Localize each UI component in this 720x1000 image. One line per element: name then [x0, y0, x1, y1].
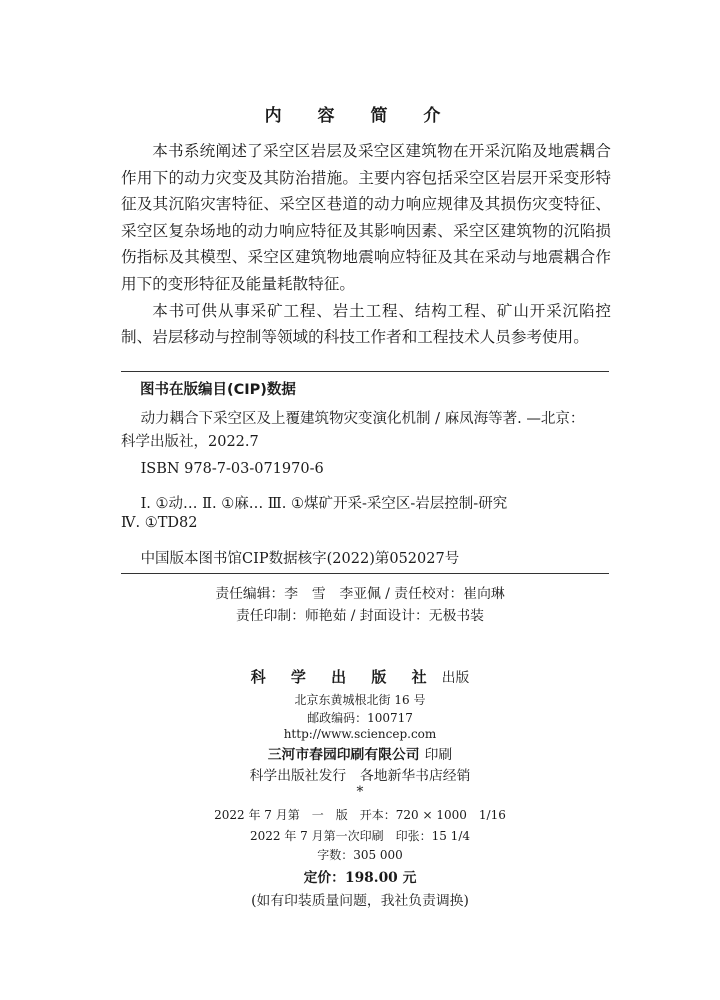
page-title: 内 容 简 介 — [264, 106, 456, 126]
editorial-staff-line-2: 责任印制：师艳茹 / 封面设计：无极书装 — [236, 608, 484, 624]
price: 定价：198.00 元 — [303, 870, 417, 886]
intro-paragraph-2: 本书可供从事采矿工程、岩土工程、结构工程、矿山开采沉陷控制、岩层移动与控制等领域的科技工作者和工程技术人员参考使用。 — [121, 301, 611, 347]
word-count: 字数：305 000 — [317, 848, 403, 862]
editorial-staff-line-1: 责任编辑：李 雪 李亚佩 / 责任校对：崔向琳 — [215, 586, 505, 602]
publisher-website: http://www.sciencep.com — [283, 727, 437, 741]
distribution-line: 科学出版社发行 各地新华书店经销 — [249, 768, 471, 784]
cip-top-rule — [121, 371, 609, 372]
cip-classification-line-2: Ⅳ. ①TD82 — [121, 515, 198, 531]
intro-paragraph-1: 本书系统阐述了采空区岩层及采空区建筑物在开采沉陷及地震耦合作用下的动力灾变及其防治措施。主要内容包括采空区岩层开采变形特征及其沉陷灾害特征、采空区巷道的动力响应规律及其损伤灾变特征、采空区复杂场地的动力响应特征及其影响因素、采空区建筑物的沉陷损伤指标及其模型、采空区建筑物地震响应特征及其在采动与地震耦合作用下的变形特征及能量耗散特征。 — [121, 142, 611, 293]
printer-line — [0, 743, 720, 763]
cip-classification-line-1: Ⅰ. ①动… Ⅱ. ①麻… Ⅲ. ①煤矿开采-采空区-岩层控制-研究 — [140, 496, 508, 512]
publisher-name: 科 学 出 版 社 — [250, 668, 437, 686]
separator-asterisk: * — [356, 784, 364, 800]
cip-isbn: ISBN 978-7-03-071970-6 — [140, 461, 324, 477]
publisher-line — [0, 666, 720, 687]
cip-record-line-2: 科学出版社，2022.7 — [121, 434, 259, 450]
publisher-address: 北京东黄城根北街 16 号 — [294, 693, 426, 707]
publisher-postcode: 邮政编码：100717 — [307, 711, 413, 725]
quality-note: (如有印装质量问题，我社负责调换) — [251, 893, 469, 909]
printer-name: 三河市春园印刷有限公司 — [267, 747, 420, 763]
cip-record-line-1: 动力耦合下采空区及上覆建筑物灾变演化机制 / 麻凤海等著. —北京： — [140, 411, 585, 427]
cip-library-record: 中国版本图书馆CIP数据核字(2022)第052027号 — [140, 551, 460, 567]
print-line: 2022 年 7 月第一次印刷 印张：15 1/4 — [249, 829, 470, 843]
cip-heading: 图书在版编目(CIP)数据 — [140, 382, 296, 398]
edition-line: 2022 年 7 月第 一 版 开本：720 × 1000 1/16 — [214, 808, 506, 822]
publisher-suffix: 出版 — [441, 670, 470, 686]
printer-suffix: 印刷 — [424, 747, 453, 763]
cip-bottom-rule — [121, 573, 609, 574]
introduction — [121, 138, 611, 351]
